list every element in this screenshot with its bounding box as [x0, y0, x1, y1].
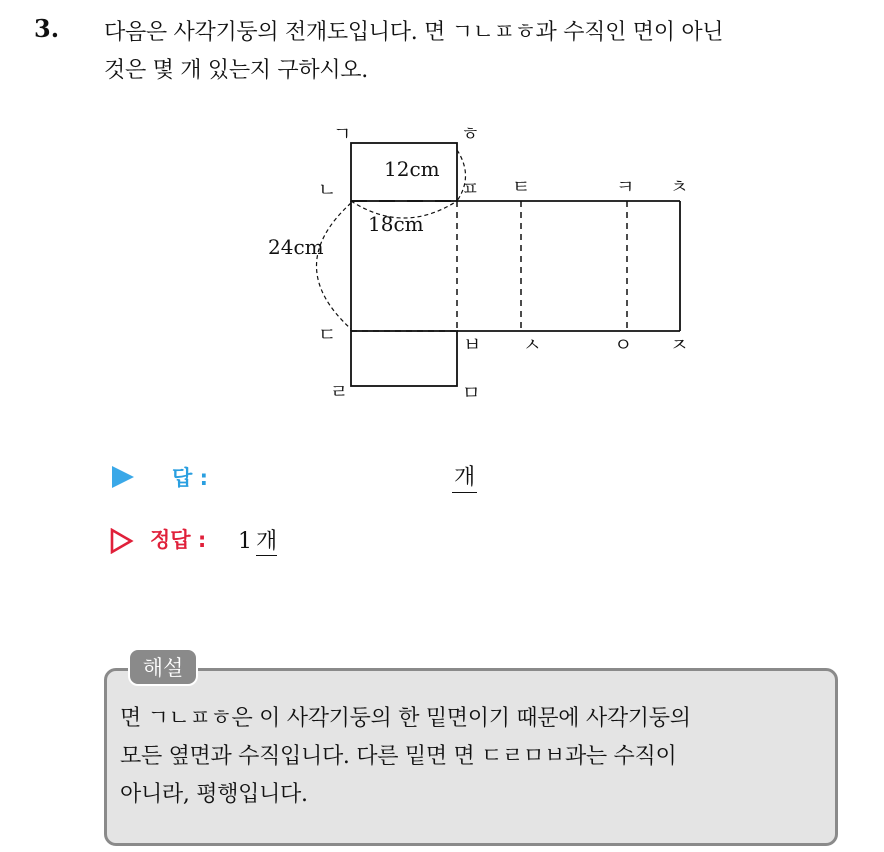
outline-triangle-icon: [110, 528, 134, 554]
correct-answer-unit: 개: [256, 529, 278, 554]
vertex-label: ㅁ: [462, 382, 481, 404]
vertex-label: ㅍ: [461, 178, 480, 200]
explanation-line: 모든 옆면과 수직입니다. 다른 밑면 면 ㄷㄹㅁㅂ과는 수직이: [120, 744, 677, 769]
explanation-text: [120, 700, 830, 814]
explanation-line: 면 ㄱㄴㅍㅎ은 이 사각기둥의 한 밑면이기 때문에 사각기둥의: [120, 706, 691, 731]
question-line: 것은 몇 개 있는지 구하시오.: [104, 58, 368, 83]
measurement-label: 12cm: [384, 157, 440, 181]
vertex-label: ㅂ: [463, 334, 482, 356]
explanation-line: 아니라, 평행입니다.: [120, 782, 308, 807]
bottom-base-face: [351, 331, 457, 386]
vertex-label: ㅅ: [523, 334, 542, 356]
vertex-label: ㅇ: [614, 334, 633, 356]
vertex-label: ㅋ: [616, 176, 635, 198]
play-triangle-icon: [112, 466, 134, 488]
vertex-label: ㅎ: [461, 123, 480, 145]
question-number: 3.: [34, 14, 60, 43]
vertex-label: ㄹ: [330, 381, 349, 403]
measurement-label: 24cm: [268, 235, 324, 259]
vertex-label: ㅈ: [670, 334, 689, 356]
answer-label: 답 :: [172, 466, 208, 490]
vertex-label: ㄷ: [318, 324, 337, 346]
vertex-label: ㄱ: [333, 123, 352, 145]
correct-answer-value: [238, 524, 277, 555]
explanation-tag: 해설: [128, 648, 198, 686]
measurement-label: 18cm: [368, 212, 424, 236]
vertex-label: ㅌ: [512, 176, 531, 198]
question-line: 다음은 사각기둥의 전개도입니다. 면 ㄱㄴㅍㅎ과 수직인 면이 아닌: [104, 20, 724, 45]
correct-answer-row: [108, 522, 408, 562]
vertex-label: ㅊ: [670, 176, 689, 198]
correct-answer-label: 정답 :: [150, 528, 207, 552]
answer-row: [108, 458, 528, 498]
answer-input-unit[interactable]: 개: [452, 460, 477, 493]
correct-answer-number: 1: [238, 529, 252, 554]
vertex-label: ㄴ: [318, 179, 337, 201]
dimension-arc-24cm: [317, 203, 352, 329]
